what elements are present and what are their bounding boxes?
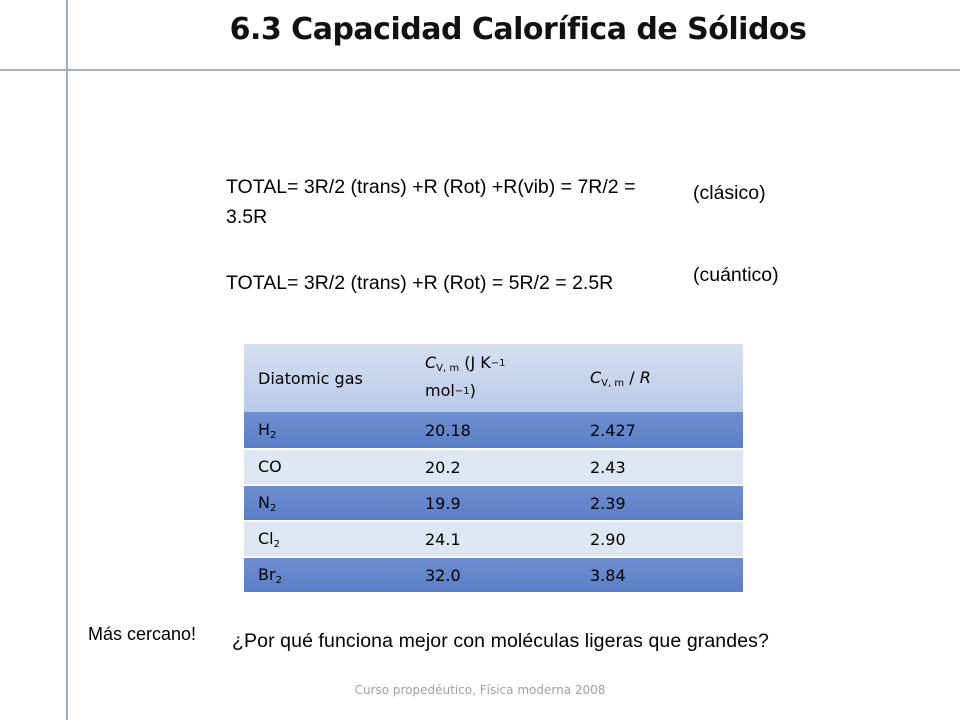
equation-quantum-tag: (cuántico) (693, 264, 779, 286)
equation-quantum: TOTAL= 3R/2 (trans) +R (Rot) = 5R/2 = 2.5R (226, 272, 614, 294)
table-row (244, 520, 743, 556)
ratio-cell: 2.90 (576, 520, 743, 556)
slide-footer: Curso propedéutico, Física moderna 2008 (354, 683, 606, 697)
vertical-guide-line (66, 0, 68, 720)
header-cv-unit-exp2: −1 (454, 385, 470, 397)
header-ratio-subscript: V, m (601, 377, 625, 389)
header-cv-unit-pre: (J K (464, 352, 491, 372)
table-row (244, 556, 743, 592)
cv-cell: 20.18 (425, 420, 471, 440)
cv-cell: 32.0 (411, 556, 576, 592)
header-cv-symbol: C (425, 352, 437, 372)
gas-formula: CO (258, 456, 282, 476)
ratio-cell: 3.84 (576, 556, 743, 592)
gas-cell (244, 448, 411, 484)
horizontal-guide-line (0, 69, 960, 71)
header-ratio-divider: / (624, 367, 640, 387)
header-gas: Diatomic gas (258, 368, 363, 388)
table-row (244, 484, 743, 520)
table-row (244, 412, 743, 448)
cv-cell: 24.1 (411, 520, 576, 556)
cv-cell: 19.9 (411, 484, 576, 520)
header-cv-subscript: V, m (436, 362, 460, 374)
header-ratio (576, 344, 743, 412)
header-cv-unit-exp1: −1 (490, 357, 506, 369)
header-cv-unit-mid: mol (425, 380, 455, 400)
cv-cell: 20.2 (411, 448, 576, 484)
header-cv-unit-post: ) (469, 380, 476, 400)
header-cv (411, 344, 576, 412)
gas-cell (244, 520, 411, 556)
header-ratio-r: R (639, 367, 651, 387)
gas-formula-subscript: 2 (269, 502, 277, 514)
gas-formula: Br (258, 564, 276, 584)
gas-cell (244, 412, 411, 448)
ratio-cell: 2.43 (576, 448, 743, 484)
equation-classical: TOTAL= 3R/2 (trans) +R (Rot) +R(vib) = 7R/2 = 3.5R (226, 176, 636, 228)
closer-note: Más cercano! (88, 624, 197, 644)
gas-formula-subscript: 2 (270, 429, 277, 441)
equation-classical-tag: (clásico) (693, 182, 766, 204)
ratio-cell: 2.39 (576, 484, 743, 520)
header-ratio-symbol: C (590, 367, 602, 387)
heat-capacity-table (244, 344, 743, 592)
slide-title: 6.3 Capacidad Calorífica de Sólidos (229, 12, 807, 47)
gas-formula: Cl (258, 528, 274, 548)
ratio-cell: 2.427 (590, 420, 636, 440)
gas-formula-subscript: 2 (273, 538, 280, 550)
gas-formula: N (258, 492, 270, 512)
gas-formula: H (258, 419, 271, 439)
gas-cell (244, 556, 411, 592)
gas-formula-subscript: 2 (275, 574, 282, 586)
question-note: ¿Por qué funciona mejor con moléculas ligeras que grandes? (232, 630, 769, 652)
table-row (244, 448, 743, 484)
table-header-row (244, 344, 743, 412)
gas-cell (244, 484, 411, 520)
